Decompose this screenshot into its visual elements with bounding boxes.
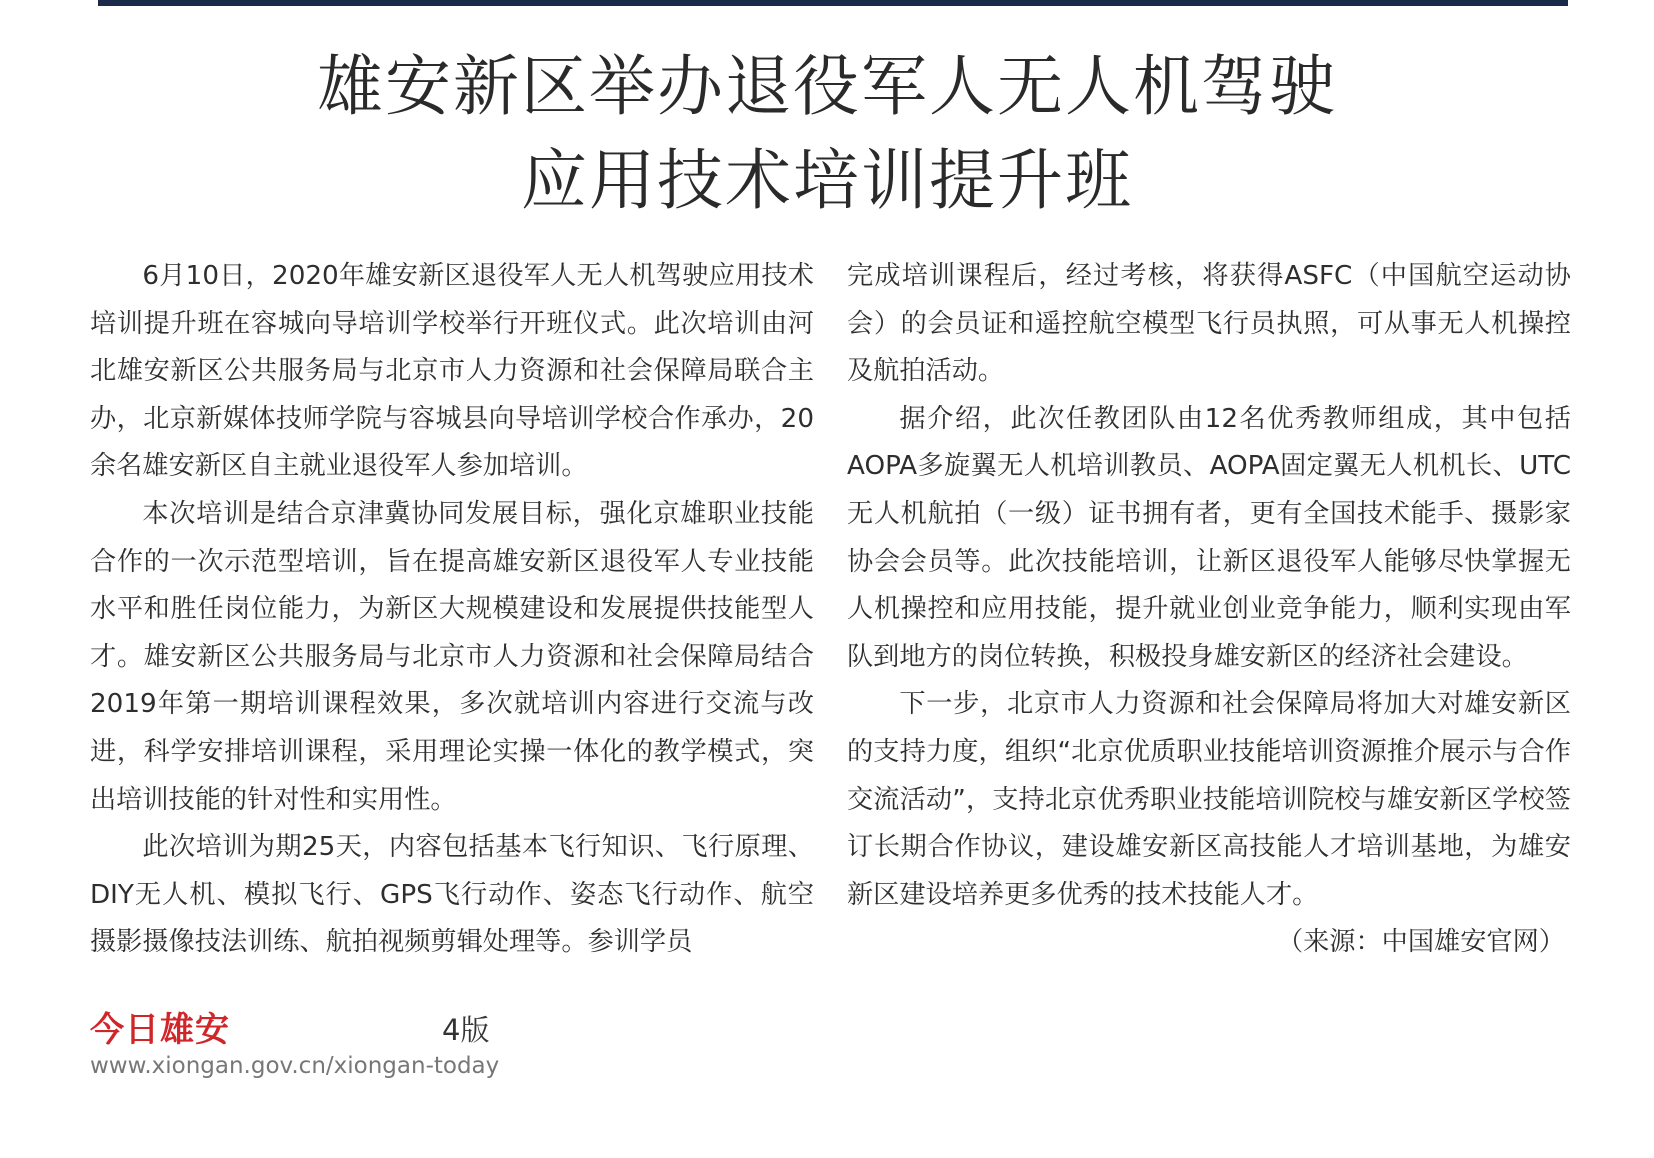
paragraph-teaching-team: 据介绍，此次任教团队由12名优秀教师组成，其中包括AOPA多旋翼无人机培训教员、AOPA固定翼无人机机长、UTC无人机航拍（一级）证书拥有者，更有全国技术能手、摄影家协会会员等。此次技能培训，让新区退役军人能够尽快掌握无人机操控和应用技能，提升就业创业竞争能力，顺利实现由军队到地方的岗位转换，积极投身雄安新区的经济社会建设。 <box>847 403 1571 672</box>
paragraph-next-steps: 下一步，北京市人力资源和社会保障局将加大对雄安新区的支持力度，组织“北京优质职业技能培训资源推介展示与合作交流活动”，支持北京优秀职业技能培训院校与雄安新区学校签订长期合作协议，建设雄安新区高技能人才培训基地，为雄安新区建设培养更多优秀的技术技能人才。 <box>847 689 1571 910</box>
article-title-line-1: 雄安新区举办退役军人无人机驾驶 <box>317 48 1337 125</box>
top-rule-bar <box>98 0 1568 6</box>
article-column-right <box>847 253 1571 967</box>
article-source: （来源：中国雄安官网） <box>1276 927 1565 958</box>
newspaper-logo: 今日雄安 <box>90 1010 230 1050</box>
page-number: 4版 <box>442 1013 490 1047</box>
paragraph-course-content-continued: 完成培训课程后，经过考核，将获得ASFC（中国航空运动协会）的会员证和遥控航空模型飞行员执照，可从事无人机操控及航拍活动。 <box>847 261 1571 387</box>
footer-url: www.xiongan.gov.cn/xiongan-today <box>90 1053 500 1079</box>
article-column-left <box>90 253 814 967</box>
article-title <box>0 40 1654 228</box>
paragraph-opening: 6月10日，2020年雄安新区退役军人无人机驾驶应用技术培训提升班在容城向导培训学校举行开班仪式。此次培训由河北雄安新区公共服务局与北京市人力资源和社会保障局联合主办，北京新媒体技师学院与容城县向导培训学校合作承办，20余名雄安新区自主就业退役军人参加培训。 <box>90 261 814 482</box>
article-title-line-2: 应用技术培训提升班 <box>521 142 1133 219</box>
paragraph-training-goals: 本次培训是结合京津冀协同发展目标，强化京雄职业技能合作的一次示范型培训，旨在提高雄安新区退役军人专业技能水平和胜任岗位能力，为新区大规模建设和发展提供技能型人才。雄安新区公共服务局与北京市人力资源和社会保障局结合2019年第一期培训课程效果，多次就培训内容进行交流与改进，科学安排培训课程，采用理论实操一体化的教学模式，突出培训技能的针对性和实用性。 <box>90 498 814 815</box>
paragraph-course-content: 此次培训为期25天，内容包括基本飞行知识、飞行原理、DIY无人机、模拟飞行、GPS飞行动作、姿态飞行动作、航空摄影摄像技法训练、航拍视频剪辑处理等。参训学员 <box>90 832 814 958</box>
